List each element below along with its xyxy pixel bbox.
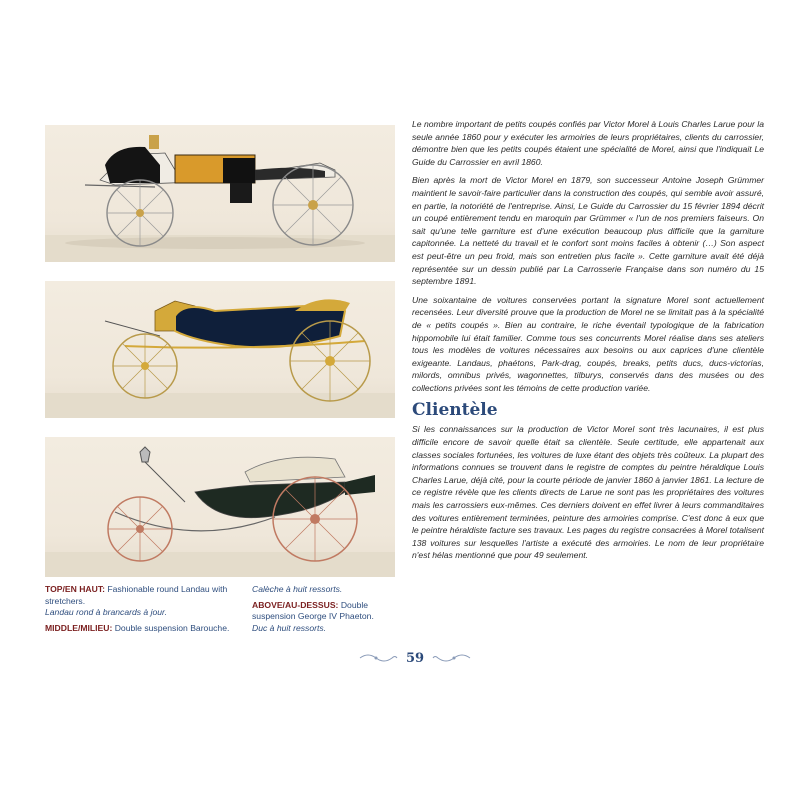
left-ornament-icon	[358, 652, 398, 664]
caption-middle-label: MIDDLE/MILIEU:	[45, 622, 113, 633]
landau-drawing	[45, 125, 395, 262]
barouche-drawing	[45, 281, 395, 418]
caption-top-english: Fashionable round Landau with stretchers.	[45, 584, 228, 606]
paragraph-1: Le nombre important de petits coupés confiés par Victor Morel à Louis Charles Larue pour la seule année 1860 pour y exécuter les armoiries de leurs propriétaires, clients du carrossier, démontre bien que les petits coupés étaient une spécialité de Morel, ainsi que l'indiquait Le Guide du Carrossier en avril 1860.	[412, 119, 764, 167]
caption-top-label: TOP/EN HAUT:	[45, 584, 106, 594]
caption-above-label: ABOVE/AU-DESSUS:	[252, 599, 339, 610]
right-ornament-icon	[432, 652, 472, 664]
caption-middle-french: Calèche à huit ressorts.	[252, 584, 343, 594]
illustration-phaeton	[45, 437, 395, 577]
illustration-barouche	[45, 281, 395, 418]
paragraph-2: Bien après la mort de Victor Morel en 1879, son successeur Antoine Joseph Grümmer maintient le savoir-faire particulier dans la construction des coupés, qui semble avoir assuré, en partie, la notoriété de l'entreprise. Ainsi, Le Guide du Carrossier du 15 février 1894 décrit un coupé entièrement tendu en maroquin par Grümmer « l'un de nos premiers faiseurs. On sait qu'une telle garniture est d'une exécution beaucoup plus difficile que la garniture capitonnée. La netteté du travail et le confort sont moins faciles à obtenir (…) Son aspect est peut-être un peu froid, mais son entretien plus facile ». Cette garniture avait été déjà représentée sur un dessin publié par La Carrosserie Française dans son numéro du 15 septembre 1891.	[412, 175, 764, 287]
caption-above-french: Duc à huit ressorts.	[252, 622, 327, 633]
caption-top-french: Landau rond à brancards à jour.	[45, 607, 167, 617]
caption-above-english: Double suspension George IV Phaeton.	[252, 599, 374, 621]
caption-above	[252, 600, 397, 635]
phaeton-drawing	[45, 437, 395, 577]
caption-top	[45, 584, 245, 619]
caption-column-right	[252, 584, 397, 638]
illustration-round-landau	[45, 125, 395, 262]
caption-middle-translation	[252, 584, 397, 596]
caption-middle-english: Double suspension Barouche.	[114, 622, 230, 633]
caption-column-left	[45, 584, 245, 638]
caption-middle	[45, 623, 245, 635]
body-text-column	[412, 118, 764, 568]
paragraph-4: Si les connaissances sur la production de Victor Morel sont très lacunaires, il est plus difficile encore de savoir quelle était sa clientèle. Seule certitude, elle appartenait aux classes sociales fortunées, les voitures de luxe étant des objets très coûteux. La plupart des informations connues se trouvent dans le registre de comptes du peintre héraldique Louis Charles Larue, déjà cité, pour la courte période de janvier 1860 à janvier 1861. La lecture de ce registre révèle que les clients directs de Larue ne sont pas les propriétaires des voitures mais les carrossiers eux-mêmes. Ces derniers doivent en effet livrer à leurs commanditaires des voitures entièrement terminées, peinture des armoiries comprise. C'est donc à eux que le peintre héraldiste facture ses travaux. Les pages du registre consacrées à Morel totalisent 138 voitures sur lesquelles l'artiste a exécuté des armoiries. Le nom de leur propriétaire n'est hélas mentionné que pour 49 seulement.	[412, 424, 764, 561]
page-footer	[345, 646, 485, 670]
page-number: 59	[405, 650, 425, 666]
section-heading: Clientèle	[412, 400, 498, 421]
paragraph-3: Une soixantaine de voitures conservées portant la signature Morel sont actuellement recensées. Leur diversité prouve que la production de Morel ne se limitait pas à la spécialité de « petits coupés ». Bien au contraire, le riche éventail typologique de la fabrication hippomobile lui était familier. Comme tous ses concurrents Morel réalise dans ses ateliers tous les modèles de voitures nécessaires aux besoins ou aux caprices d'une clientèle exigeante. Landaus, phaétons, Park-drag, coupés, breaks, petits ducs, ducs-victorias, milords, omnibus privés, wagonnettes, tilburys, conservés dans des musées ou des collections privées sont les témoins de cette production variée.	[412, 294, 764, 393]
